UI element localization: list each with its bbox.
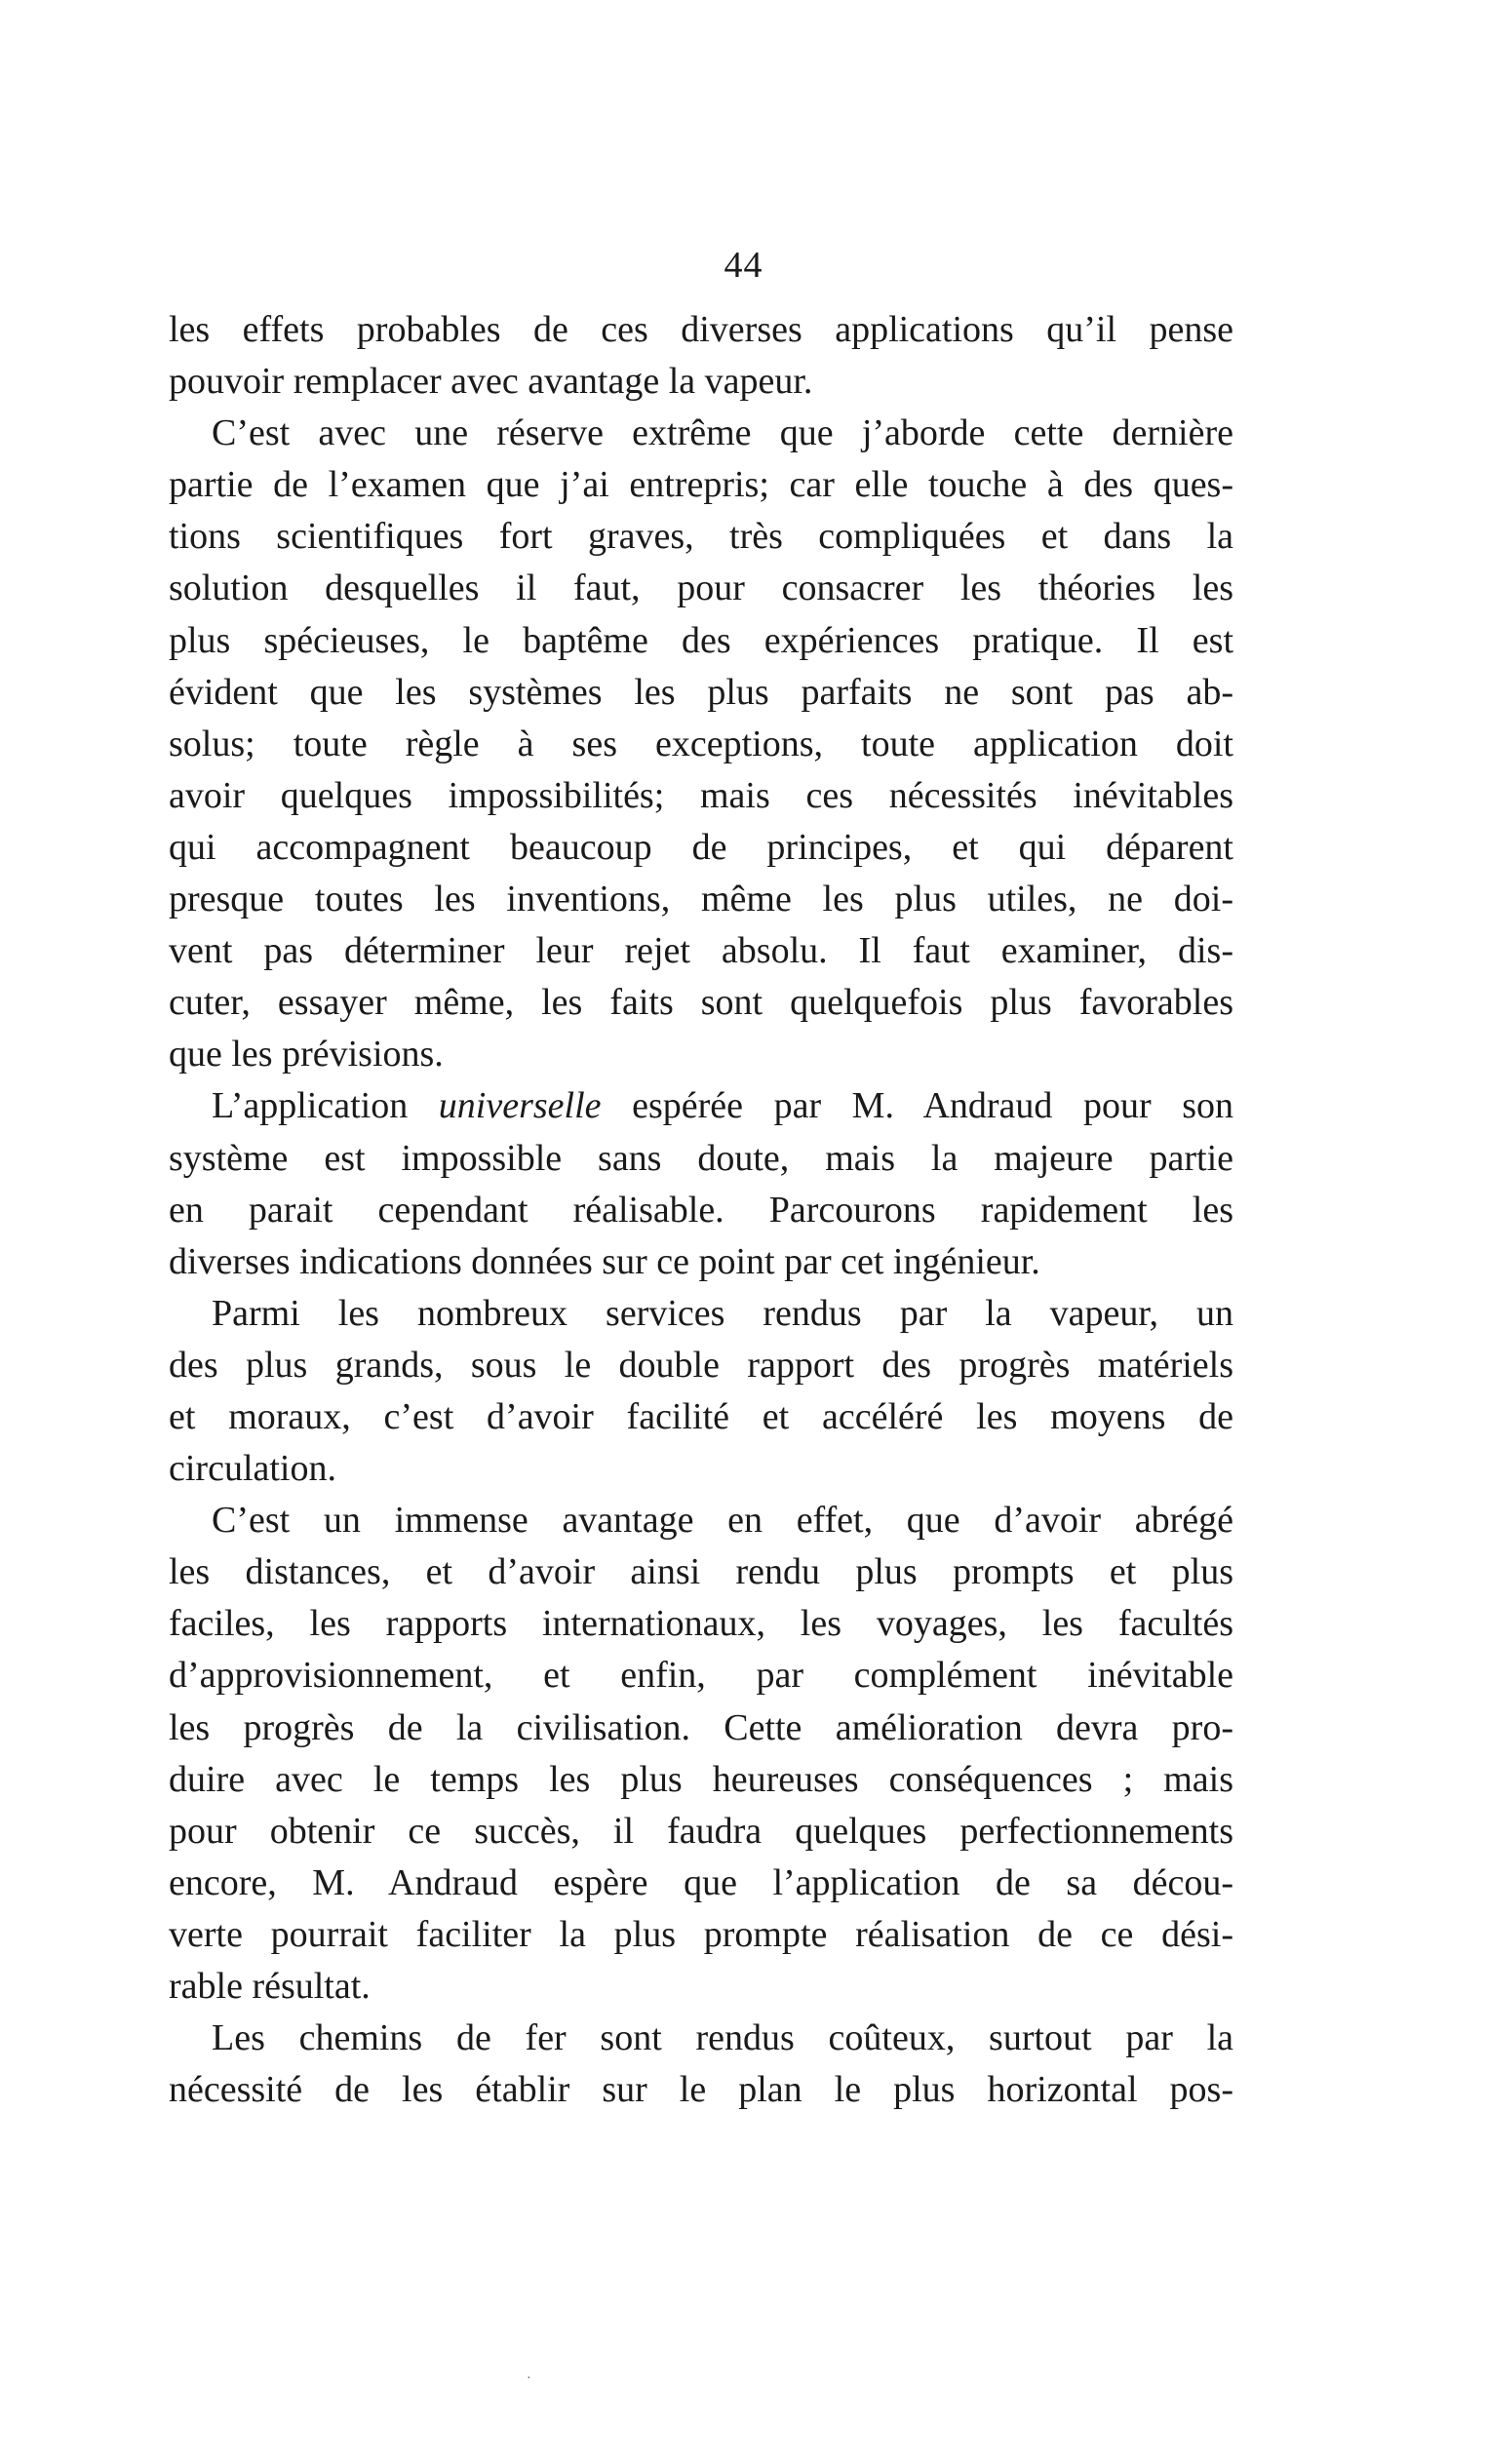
text-segment: Parmi les nombreux services rendus par la vapeur, un [212, 1292, 1233, 1334]
paragraph [169, 1288, 1233, 1495]
text-line [169, 1340, 1233, 1391]
text-segment: cuter, essayer même, les faits sont quelquefois plus favorables [169, 982, 1233, 1024]
text-segment: système est impossible sans doute, mais la majeure partie [169, 1137, 1233, 1179]
text-segment: des plus grands, sous le double rapport des progrès matériels [169, 1344, 1233, 1386]
text-line [169, 1702, 1233, 1754]
text-line [169, 1495, 1233, 1546]
text-line [169, 1391, 1233, 1443]
text-segment: les effets probables de ces diverses applications qu’il pense [169, 309, 1233, 350]
page-number: 44 [724, 245, 763, 286]
text-line [169, 2013, 1233, 2064]
text-line [169, 1598, 1233, 1650]
text-segment: et moraux, c’est d’avoir facilité et accéléré les moyens de [169, 1395, 1233, 1437]
text-line [169, 511, 1233, 563]
text-segment: Les chemins de fer sont rendus coûteux, surtout par la [212, 2017, 1233, 2059]
text-segment: que les prévisions. [169, 1034, 444, 1076]
text-segment: pour obtenir ce succès, il faudra quelques perfectionnements [169, 1810, 1233, 1852]
italic-word: universelle [438, 1085, 602, 1127]
text-line [169, 1754, 1233, 1806]
text-line [169, 1546, 1233, 1598]
text-segment: tions scientifiques fort graves, très compliquées et dans la [169, 516, 1233, 558]
paragraph [169, 1080, 1233, 1287]
paragraph [169, 408, 1233, 1080]
text-line [169, 770, 1233, 822]
text-segment: encore, M. Andraud espère que l’application de sa décou- [169, 1861, 1233, 1903]
text-line [169, 615, 1233, 667]
text-segment: rable résultat. [169, 1966, 371, 2007]
text-segment: qui accompagnent beaucoup de principes, et qui déparent [169, 826, 1233, 868]
text-segment: pouvoir remplacer avec avantage la vapeur. [169, 361, 813, 403]
text-segment: verte pourrait faciliter la plus prompte réalisation de ce dési- [169, 1913, 1233, 1955]
text-line [169, 408, 1233, 459]
text-line [169, 1858, 1233, 1909]
text-line [169, 1806, 1233, 1858]
text-line [169, 356, 1233, 408]
text-segment: solution desquelles il faut, pour consacrer les théories les [169, 567, 1233, 609]
paragraph [169, 1495, 1233, 2013]
text-segment: vent pas déterminer leur rejet absolu. Il faut examiner, dis- [169, 930, 1233, 972]
text-segment: les distances, et d’avoir ainsi rendu plus prompts et plus [169, 1551, 1233, 1593]
text-line [169, 719, 1233, 770]
footer-mark: · [527, 2371, 531, 2386]
paragraph [169, 304, 1233, 408]
text-line [169, 1080, 1233, 1132]
text-segment: plus spécieuses, le baptême des expériences pratique. Il est [169, 619, 1233, 661]
text-line [169, 2064, 1233, 2116]
text-line [169, 563, 1233, 614]
text-line [169, 1909, 1233, 1961]
body-text [169, 304, 1233, 2116]
text-segment: L’application [212, 1085, 439, 1127]
text-line [169, 1288, 1233, 1340]
text-segment: duire avec le temps les plus heureuses conséquences ; mais [169, 1758, 1233, 1800]
text-line [169, 1236, 1233, 1288]
text-segment: évident que les systèmes les plus parfaits ne sont pas ab- [169, 671, 1233, 713]
text-line [169, 822, 1233, 874]
text-segment: d’approvisionnement, et enfin, par complément inévitable [169, 1655, 1233, 1697]
text-segment: faciles, les rapports internationaux, les voyages, les facultés [169, 1603, 1233, 1645]
text-line [169, 1650, 1233, 1701]
text-segment: avoir quelques impossibilités; mais ces nécessités inévitables [169, 774, 1233, 816]
text-line [169, 1185, 1233, 1236]
text-line [169, 1443, 1233, 1495]
text-line [169, 1961, 1233, 2013]
text-segment: en parait cependant réalisable. Parcourons rapidement les [169, 1189, 1233, 1231]
text-line [169, 304, 1233, 356]
paragraph [169, 2013, 1233, 2116]
text-line [169, 667, 1233, 719]
text-segment: solus; toute règle à ses exceptions, toute application doit [169, 723, 1233, 764]
text-segment: C’est un immense avantage en effet, que d’avoir abrégé [212, 1500, 1233, 1542]
text-line [169, 1133, 1233, 1185]
text-line [169, 874, 1233, 925]
text-segment: presque toutes les inventions, même les plus utiles, ne doi- [169, 879, 1233, 920]
text-segment: diverses indications données sur ce point par cet ingénieur. [169, 1240, 1040, 1282]
text-segment: partie de l’examen que j’ai entrepris; car elle touche à des ques- [169, 464, 1233, 506]
text-segment: C’est avec une réserve extrême que j’aborde cette dernière [212, 412, 1233, 454]
text-segment: nécessité de les établir sur le plan le plus horizontal pos- [169, 2069, 1233, 2111]
text-line [169, 925, 1233, 977]
text-segment: les progrès de la civilisation. Cette amélioration devra pro- [169, 1706, 1233, 1748]
text-line [169, 977, 1233, 1029]
text-segment: circulation. [169, 1448, 336, 1490]
text-segment: espérée par M. Andraud pour son [601, 1085, 1233, 1127]
text-line [169, 1029, 1233, 1080]
text-line [169, 459, 1233, 511]
